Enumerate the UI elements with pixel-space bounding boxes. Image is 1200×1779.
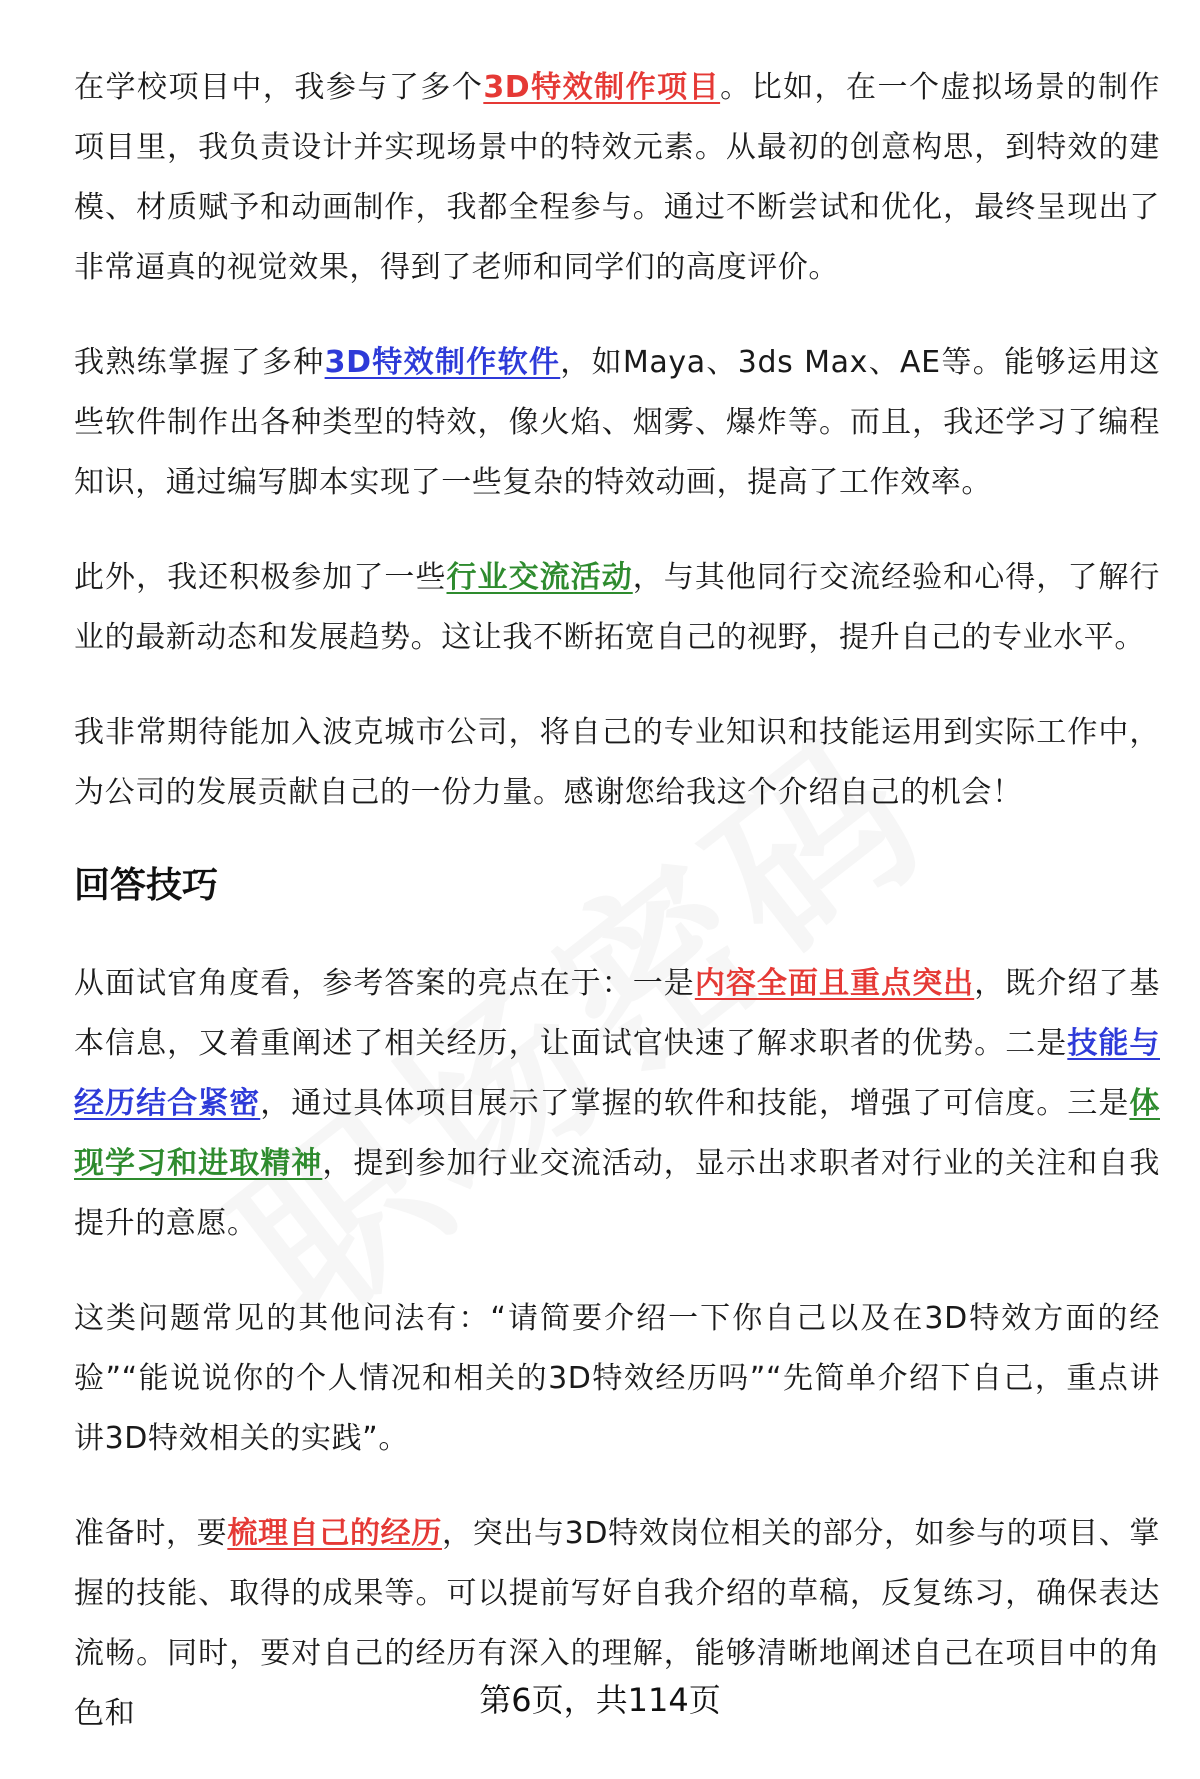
highlight-blue: 3D特效制作软件 bbox=[324, 345, 561, 380]
text-segment: ，如Maya、3ds Max、AE等。能够运用这些软件制作出各种类型的特效，像火焰、烟雾、爆炸等。而且，我还学习了编程知识，通过编写脚本实现了一些复杂的特效动画，提高了工作效率。 bbox=[74, 345, 1160, 500]
section-title: 回答技巧 bbox=[74, 865, 219, 906]
text-segment: 此外，我还积极参加了一些 bbox=[74, 560, 447, 595]
tips-paragraphs bbox=[74, 954, 1160, 1744]
text-segment: ，既介绍了基本信息，又着重阐述了相关经历，让面试官快速了解求职者的优势。二是 bbox=[74, 966, 1161, 1061]
answer-paragraphs bbox=[74, 58, 1160, 823]
text-segment: 这类问题常见的其他问法有：“请简要介绍一下你自己以及在3D特效方面的经验”“能说说你的个人情况和相关的3D特效经历吗”“先简单介绍下自己，重点讲讲3D特效相关的实践”。 bbox=[74, 1301, 1160, 1456]
text-segment: ，与其他同行交流经验和心得，了解行业的最新动态和发展趋势。这让我不断拓宽自己的视野，提升自己的专业水平。 bbox=[74, 560, 1161, 655]
highlight-red: 梳理自己的经历 bbox=[227, 1516, 442, 1551]
text-segment: 。比如，在一个虚拟场景的制作项目里，我负责设计并实现场景中的特效元素。从最初的创意构思，到特效的建模、材质赋予和动画制作，我都全程参与。通过不断尝试和优化，最终呈现出了非常逼真的视觉效果，得到了老师和同学们的高度评价。 bbox=[74, 70, 1160, 285]
paragraph bbox=[74, 954, 1160, 1254]
paragraph bbox=[74, 703, 1160, 823]
paragraph bbox=[74, 333, 1160, 513]
page-number: 第6页，共114页 bbox=[479, 1681, 721, 1719]
text-segment: 我熟练掌握了多种 bbox=[74, 345, 325, 380]
highlight-red: 3D特效制作项目 bbox=[483, 70, 721, 105]
text-segment: 我非常期待能加入波克城市公司，将自己的专业知识和技能运用到实际工作中，为公司的发展贡献自己的一份力量。感谢您给我这个介绍自己的机会！ bbox=[74, 715, 1160, 810]
text-segment: ，突出与3D特效岗位相关的部分，如参与的项目、掌握的技能、取得的成果等。可以提前写好自我介绍的草稿，反复练习，确保表达流畅。同时，要对自己的经历有深入的理解，能够清晰地阐述自己在项目中的角色和 bbox=[74, 1516, 1160, 1731]
paragraph bbox=[74, 548, 1160, 668]
text-segment: 从面试官角度看，参考答案的亮点在于：一是 bbox=[74, 966, 695, 1001]
document-body bbox=[74, 58, 1160, 1779]
highlight-green: 体现学习和进取精神 bbox=[74, 1086, 1160, 1181]
highlight-blue: 技能与经历结合紧密 bbox=[74, 1026, 1160, 1121]
highlight-red: 内容全面且重点突出 bbox=[694, 966, 975, 1001]
text-segment: 准备时，要 bbox=[74, 1516, 228, 1551]
text-segment: ，提到参加行业交流活动，显示出求职者对行业的关注和自我提升的意愿。 bbox=[74, 1146, 1160, 1241]
paragraph bbox=[74, 58, 1160, 298]
text-segment: 在学校项目中，我参与了多个 bbox=[74, 70, 484, 105]
paragraph bbox=[74, 1289, 1160, 1469]
highlight-green: 行业交流活动 bbox=[446, 560, 633, 595]
text-segment: ，通过具体项目展示了掌握的软件和技能，增强了可信度。三是 bbox=[260, 1086, 1130, 1121]
